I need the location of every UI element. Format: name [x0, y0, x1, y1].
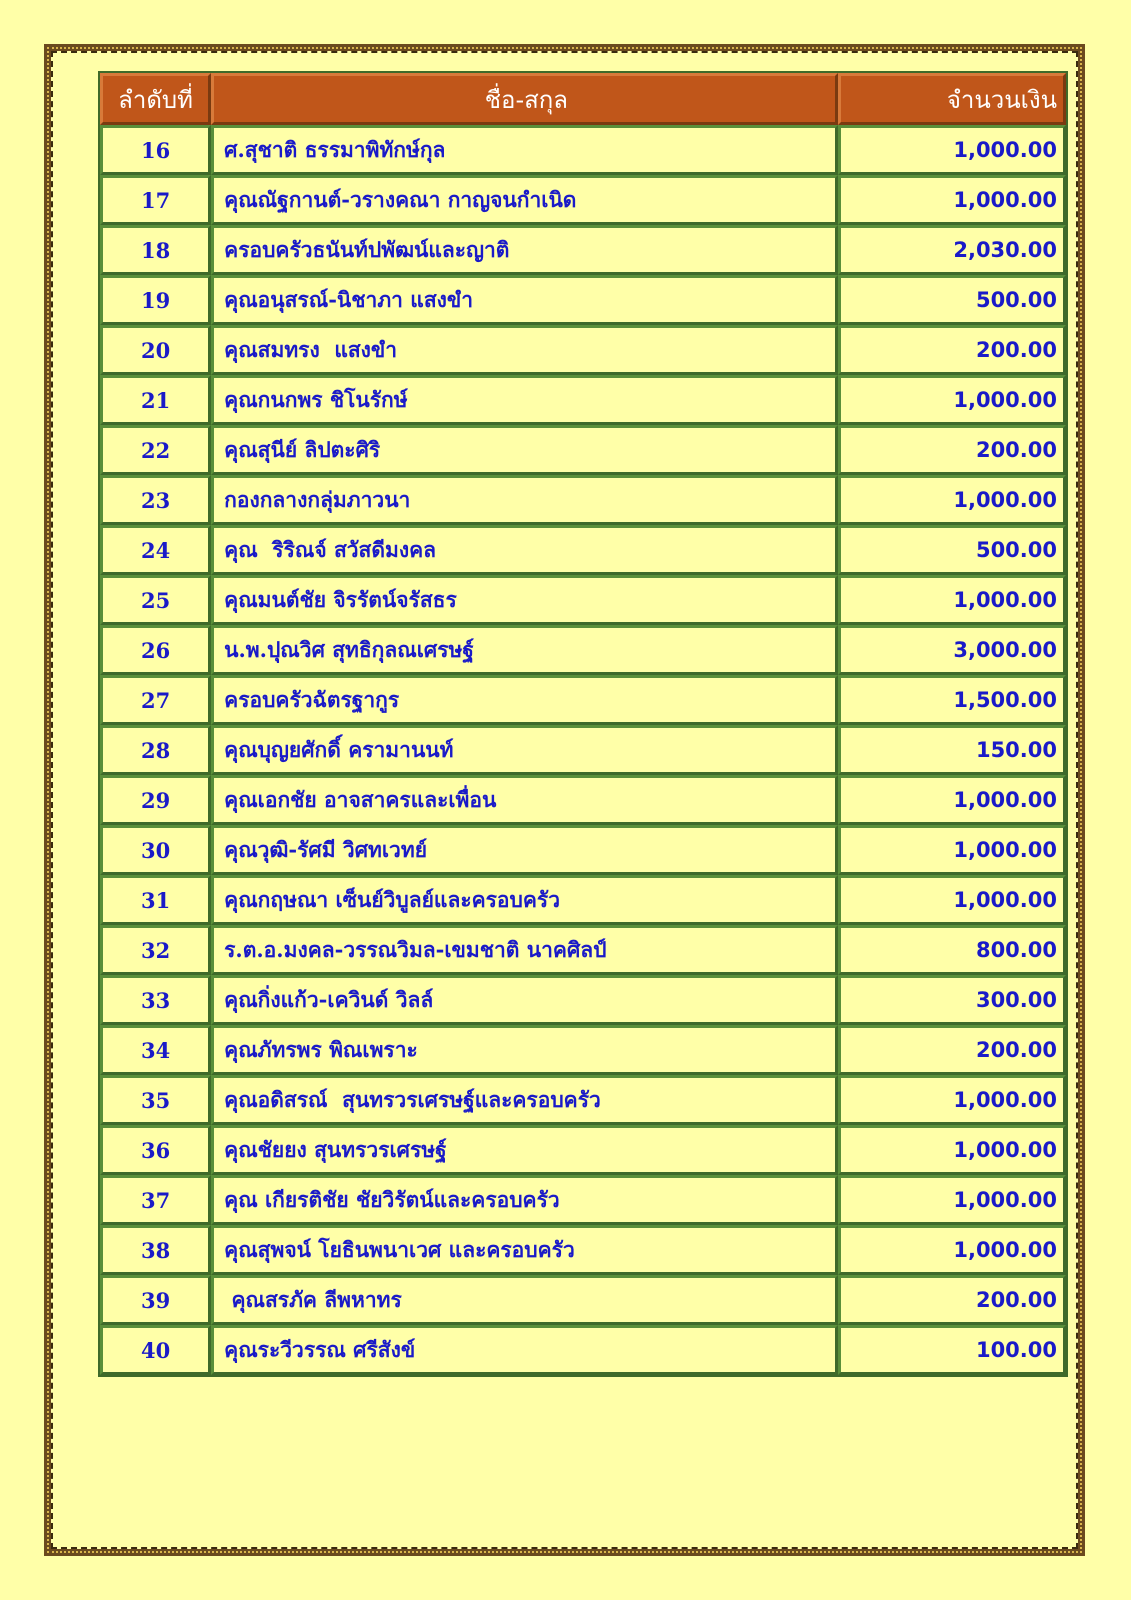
table-row — [100, 1275, 1066, 1325]
donation-table — [98, 71, 1068, 1377]
donation-amount: 1,000.00 — [838, 475, 1066, 525]
donation-amount: 1,000.00 — [838, 1225, 1066, 1275]
row-number: 36 — [100, 1125, 211, 1175]
table-row — [100, 325, 1066, 375]
row-number: 29 — [100, 775, 211, 825]
table-row — [100, 1025, 1066, 1075]
donor-name: ครอบครัวฉัตรฐากูร — [211, 675, 837, 725]
donor-name: คุณบุญยศักดิ์ ครามานนท์ — [211, 725, 837, 775]
donor-name: คุณกิ่งแก้ว-เควินด์ วิลล์ — [211, 975, 837, 1025]
table-row — [100, 1325, 1066, 1375]
row-number: 25 — [100, 575, 211, 625]
donor-name: คุณสมทรง แสงขำ — [211, 325, 837, 375]
donation-amount: 1,000.00 — [838, 775, 1066, 825]
donor-name: คุณกฤษณา เซ็นย์วิบูลย์และครอบครัว — [211, 875, 837, 925]
donation-amount: 100.00 — [838, 1325, 1066, 1375]
table-row — [100, 975, 1066, 1025]
table-row — [100, 925, 1066, 975]
table-row — [100, 125, 1066, 175]
donor-name: คุณเอกชัย อาจสาครและเพื่อน — [211, 775, 837, 825]
row-number: 35 — [100, 1075, 211, 1125]
donor-name: ครอบครัวธนันท์ปพัฒน์และญาติ — [211, 225, 837, 275]
donor-name: คุณ ริริณจ์ สวัสดีมงคล — [211, 525, 837, 575]
header-amount: จำนวนเงิน — [838, 73, 1066, 125]
donation-amount: 2,030.00 — [838, 225, 1066, 275]
row-number: 17 — [100, 175, 211, 225]
table-row — [100, 375, 1066, 425]
donation-amount: 1,000.00 — [838, 575, 1066, 625]
row-number: 40 — [100, 1325, 211, 1375]
table-row — [100, 175, 1066, 225]
donor-name: คุณชัยยง สุนทรวรเศรษฐ์ — [211, 1125, 837, 1175]
row-number: 38 — [100, 1225, 211, 1275]
donor-name: คุณอนุสรณ์-นิชาภา แสงขำ — [211, 275, 837, 325]
row-number: 34 — [100, 1025, 211, 1075]
header-no: ลำดับที่ — [100, 73, 211, 125]
donor-name: กองกลางกลุ่มภาวนา — [211, 475, 837, 525]
table-row — [100, 725, 1066, 775]
table-row — [100, 525, 1066, 575]
table-row — [100, 825, 1066, 875]
row-number: 23 — [100, 475, 211, 525]
donation-amount: 500.00 — [838, 275, 1066, 325]
row-number: 20 — [100, 325, 211, 375]
donation-amount: 1,000.00 — [838, 825, 1066, 875]
donor-name: คุณกนกพร ชิโนรักษ์ — [211, 375, 837, 425]
header-name: ชื่อ-สกุล — [211, 73, 837, 125]
table-row — [100, 1075, 1066, 1125]
donation-amount: 300.00 — [838, 975, 1066, 1025]
row-number: 24 — [100, 525, 211, 575]
table-row — [100, 625, 1066, 675]
row-number: 39 — [100, 1275, 211, 1325]
donor-name: ศ.สุชาติ ธรรมาพิทักษ์กุล — [211, 125, 837, 175]
donor-name: คุณณัฐกานต์-วรางคณา กาญจนกำเนิด — [211, 175, 837, 225]
row-number: 22 — [100, 425, 211, 475]
table-row — [100, 1175, 1066, 1225]
donation-amount: 200.00 — [838, 1025, 1066, 1075]
row-number: 18 — [100, 225, 211, 275]
row-number: 26 — [100, 625, 211, 675]
table-row — [100, 475, 1066, 525]
row-number: 27 — [100, 675, 211, 725]
row-number: 28 — [100, 725, 211, 775]
table-row — [100, 675, 1066, 725]
donation-amount: 1,000.00 — [838, 1175, 1066, 1225]
row-number: 31 — [100, 875, 211, 925]
row-number: 37 — [100, 1175, 211, 1225]
donation-amount: 3,000.00 — [838, 625, 1066, 675]
table-row — [100, 775, 1066, 825]
donor-name: คุณวุฒิ-รัศมี วิศทเวทย์ — [211, 825, 837, 875]
table-header-row — [100, 73, 1066, 125]
donation-amount: 1,500.00 — [838, 675, 1066, 725]
donation-amount: 1,000.00 — [838, 1125, 1066, 1175]
table-row — [100, 1225, 1066, 1275]
table-row — [100, 225, 1066, 275]
donor-name: ร.ต.อ.มงคล-วรรณวิมล-เขมชาติ นาคศิลป์ — [211, 925, 837, 975]
row-number: 16 — [100, 125, 211, 175]
donor-name: คุณมนต์ชัย จิรรัตน์จรัสธร — [211, 575, 837, 625]
row-number: 19 — [100, 275, 211, 325]
donor-name: น.พ.ปุณวิศ สุทธิกุลณเศรษฐ์ — [211, 625, 837, 675]
page-frame — [44, 44, 1085, 1556]
donation-amount: 1,000.00 — [838, 175, 1066, 225]
row-number: 21 — [100, 375, 211, 425]
donation-amount: 200.00 — [838, 325, 1066, 375]
donor-name: คุณสุนีย์ ลิปตะศิริ — [211, 425, 837, 475]
table-row — [100, 575, 1066, 625]
table-row — [100, 875, 1066, 925]
donation-amount: 1,000.00 — [838, 125, 1066, 175]
donor-name: คุณสุพจน์ โยธินพนาเวศ และครอบครัว — [211, 1225, 837, 1275]
donation-amount: 800.00 — [838, 925, 1066, 975]
row-number: 33 — [100, 975, 211, 1025]
row-number: 32 — [100, 925, 211, 975]
donor-name: คุณภัทรพร พิณเพราะ — [211, 1025, 837, 1075]
donor-name: คุณ เกียรติชัย ชัยวิรัตน์และครอบครัว — [211, 1175, 837, 1225]
donation-amount: 1,000.00 — [838, 375, 1066, 425]
donation-amount: 150.00 — [838, 725, 1066, 775]
table-row — [100, 425, 1066, 475]
donation-amount: 200.00 — [838, 1275, 1066, 1325]
donor-name: คุณระวีวรรณ ศรีสังข์ — [211, 1325, 837, 1375]
donation-amount: 1,000.00 — [838, 875, 1066, 925]
row-number: 30 — [100, 825, 211, 875]
donation-amount: 500.00 — [838, 525, 1066, 575]
donor-name: คุณอดิสรณ์ สุนทรวรเศรษฐ์และครอบครัว — [211, 1075, 837, 1125]
table-row — [100, 1125, 1066, 1175]
table-row — [100, 275, 1066, 325]
table-body — [100, 125, 1066, 1375]
donation-amount: 200.00 — [838, 425, 1066, 475]
donor-name: คุณสรภัค ลีพหาทร — [211, 1275, 837, 1325]
donation-amount: 1,000.00 — [838, 1075, 1066, 1125]
